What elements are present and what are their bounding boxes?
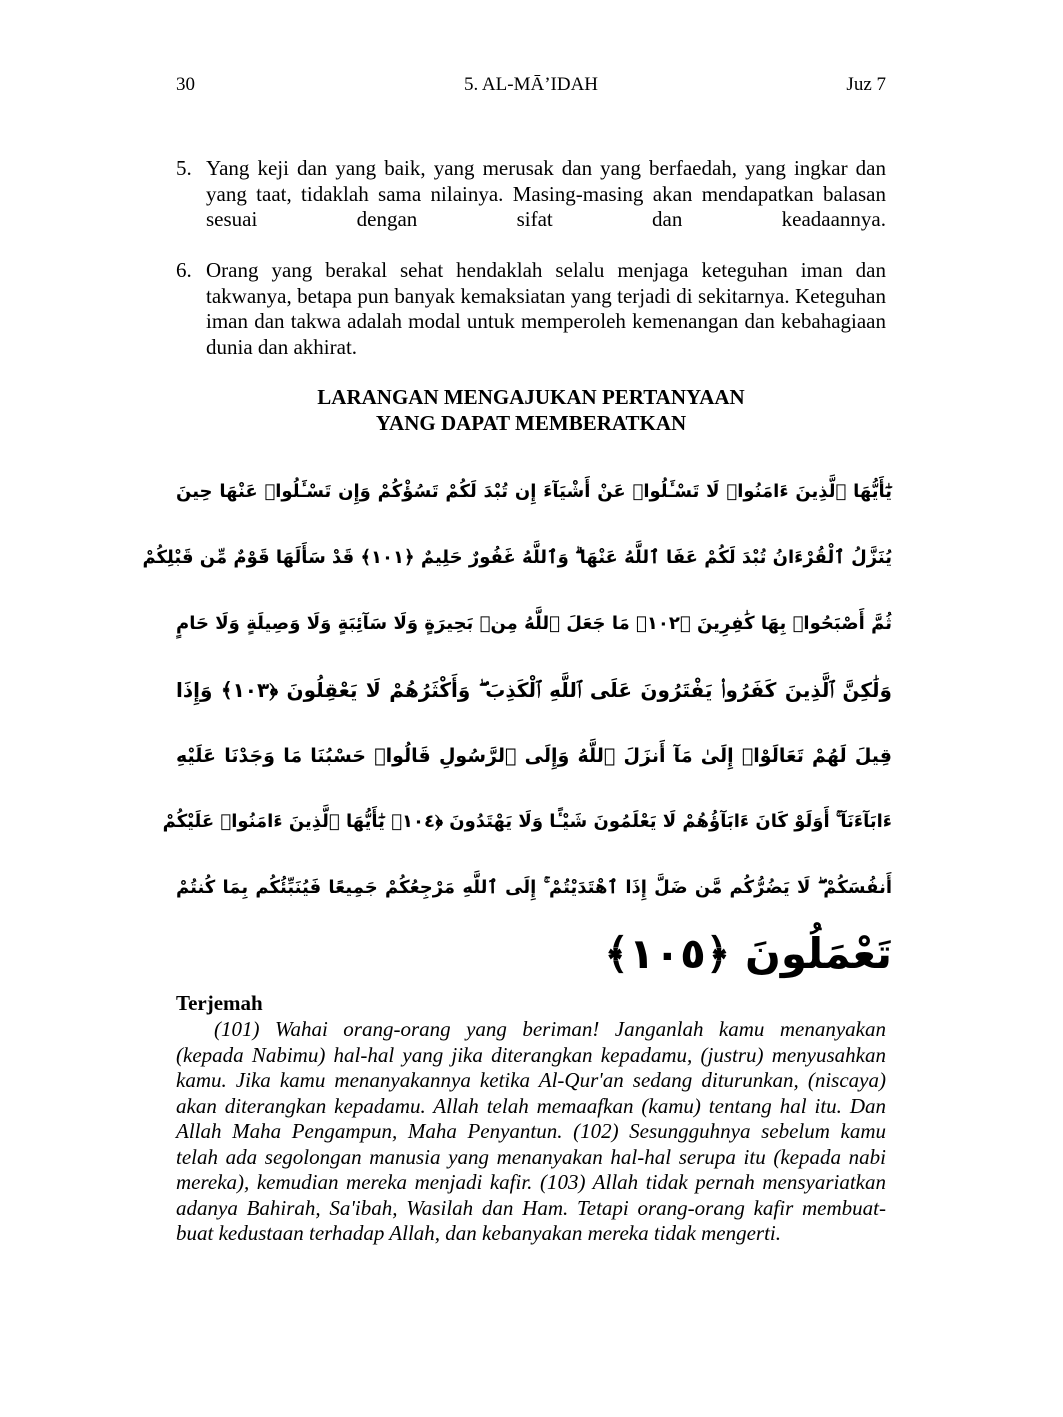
point-text: Yang keji dan yang baik, yang merusak dan yang berfaedah, yang ingkar dan yang taat, tidaklah sama nilainya. Masing-masing akan mendapatkan balasan sesuai dengan sifat dan keadaannya. <box>206 156 886 231</box>
section-title <box>176 384 886 436</box>
arabic-line: ءَابَآءَنَآ ۚ أَوَلَوْ كَانَ ءَابَآؤُهُمْ لَا يَعْلَمُونَ شَيْـًٔا وَلَا يَهْتَدُونَ ﴿١٠٤﴾ يَٰٓأَيُّهَا ٱلَّذِينَ ءَامَنُوا۟ عَلَيْكُمْ <box>162 811 892 832</box>
chapter-title: 5. AL-MĀ’IDAH <box>463 74 599 95</box>
lesson-point <box>176 258 886 360</box>
translation-text: (101) Wahai orang-orang yang beriman! Janganlah kamu menanyakan (kepada Nabimu) hal-hal yang jika diterangkan kepadamu, (justru) menyusahkan kamu. Jika kamu menanyakannya ketika Al-Qur'an sedang diturunkan, (niscaya) akan diterangkan kepadamu. Allah telah memaafkan (kamu) tentang hal itu. Dan Allah Maha Pengampun, Maha Penyantun. (102) Sesungguhnya sebelum kamu telah ada segolongan manusia yang menanyakan hal-hal serupa itu (kepada nabi mereka), kemudian mereka menjadi kafir. (103) Allah tidak pernah mensyariatkan adanya Bahirah, Sa'ibah, Wasilah dan Ham. Tetapi orang-orang kafir membuat-buat kedustaan terhadap Allah, dan kebanyakan mereka tidak mengerti. <box>176 1017 886 1245</box>
section-title-line-1: LARANGAN MENGAJUKAN PERTANYAAN <box>317 385 745 409</box>
juz-label: Juz 7 <box>846 74 886 95</box>
arabic-line: قِيلَ لَهُمْ تَعَالَوْا۟ إِلَىٰ مَآ أَنزَلَ ٱللَّهُ وَإِلَى ٱلرَّسُولِ قَالُوا۟ حَسْبُنَا مَا وَجَدْنَا عَلَيْهِ <box>176 745 892 767</box>
point-number: 6. <box>176 258 192 282</box>
translation-heading: Terjemah <box>176 991 263 1015</box>
section-title-line-2: YANG DAPAT MEMBERATKAN <box>375 411 687 435</box>
lesson-point <box>176 156 886 258</box>
arabic-line: يُنَزَّلُ ٱلْقُرْءَانُ تُبْدَ لَكُمْ عَفَا ٱللَّهُ عَنْهَا ۗ وَٱللَّهُ غَفُورٌ حَلِيمٌ ﴿١٠١﴾ قَدْ سَأَلَهَا قَوْمٌ مِّن قَبْلِكُمْ <box>142 547 892 568</box>
arabic-verses <box>142 462 892 990</box>
page-number: 30 <box>176 74 195 95</box>
page-header <box>176 74 886 104</box>
lesson-points <box>176 156 886 360</box>
arabic-line: ثُمَّ أَصْبَحُوا۟ بِهَا كَٰفِرِينَ ﴿١٠٢﴾ مَا جَعَلَ ٱللَّهُ مِنۢ بَحِيرَةٍ وَلَا سَآئِبَةٍ وَلَا وَصِيلَةٍ وَلَا حَامٍ <box>176 613 892 634</box>
point-number: 5. <box>176 156 192 180</box>
arabic-line: أَنفُسَكُمْ ۖ لَا يَضُرُّكُم مَّن ضَلَّ إِذَا ٱهْتَدَيْتُمْ ۚ إِلَى ٱللَّهِ مَرْجِعُكُمْ جَمِيعًا فَيُنَبِّئُكُم بِمَا كُنتُمْ <box>176 877 892 898</box>
point-text: Orang yang berakal sehat hendaklah selalu menjaga keteguhan iman dan takwanya, betapa pun banyak kemaksiatan yang terjadi di sekitarnya. Keteguhan iman dan takwa adalah modal untuk memperoleh kemenangan dan kebahagiaan dunia dan akhirat. <box>206 258 886 359</box>
arabic-line: وَلَٰكِنَّ ٱلَّذِينَ كَفَرُوا۟ يَفْتَرُونَ عَلَى ٱللَّهِ ٱلْكَذِبَ ۖ وَأَكْثَرُهُمْ لَا يَعْقِلُونَ ﴿١٠٣﴾ وَإِذَا <box>176 678 892 702</box>
arabic-line: يَٰٓأَيُّهَا ٱلَّذِينَ ءَامَنُوا۟ لَا تَسْـَٔلُوا۟ عَنْ أَشْيَآءَ إِن تُبْدَ لَكُمْ تَسُؤْكُمْ وَإِن تَسْـَٔلُوا۟ عَنْهَا حِينَ <box>176 481 892 502</box>
arabic-line: تَعْمَلُونَ ﴿١٠٥﴾ <box>604 929 892 978</box>
